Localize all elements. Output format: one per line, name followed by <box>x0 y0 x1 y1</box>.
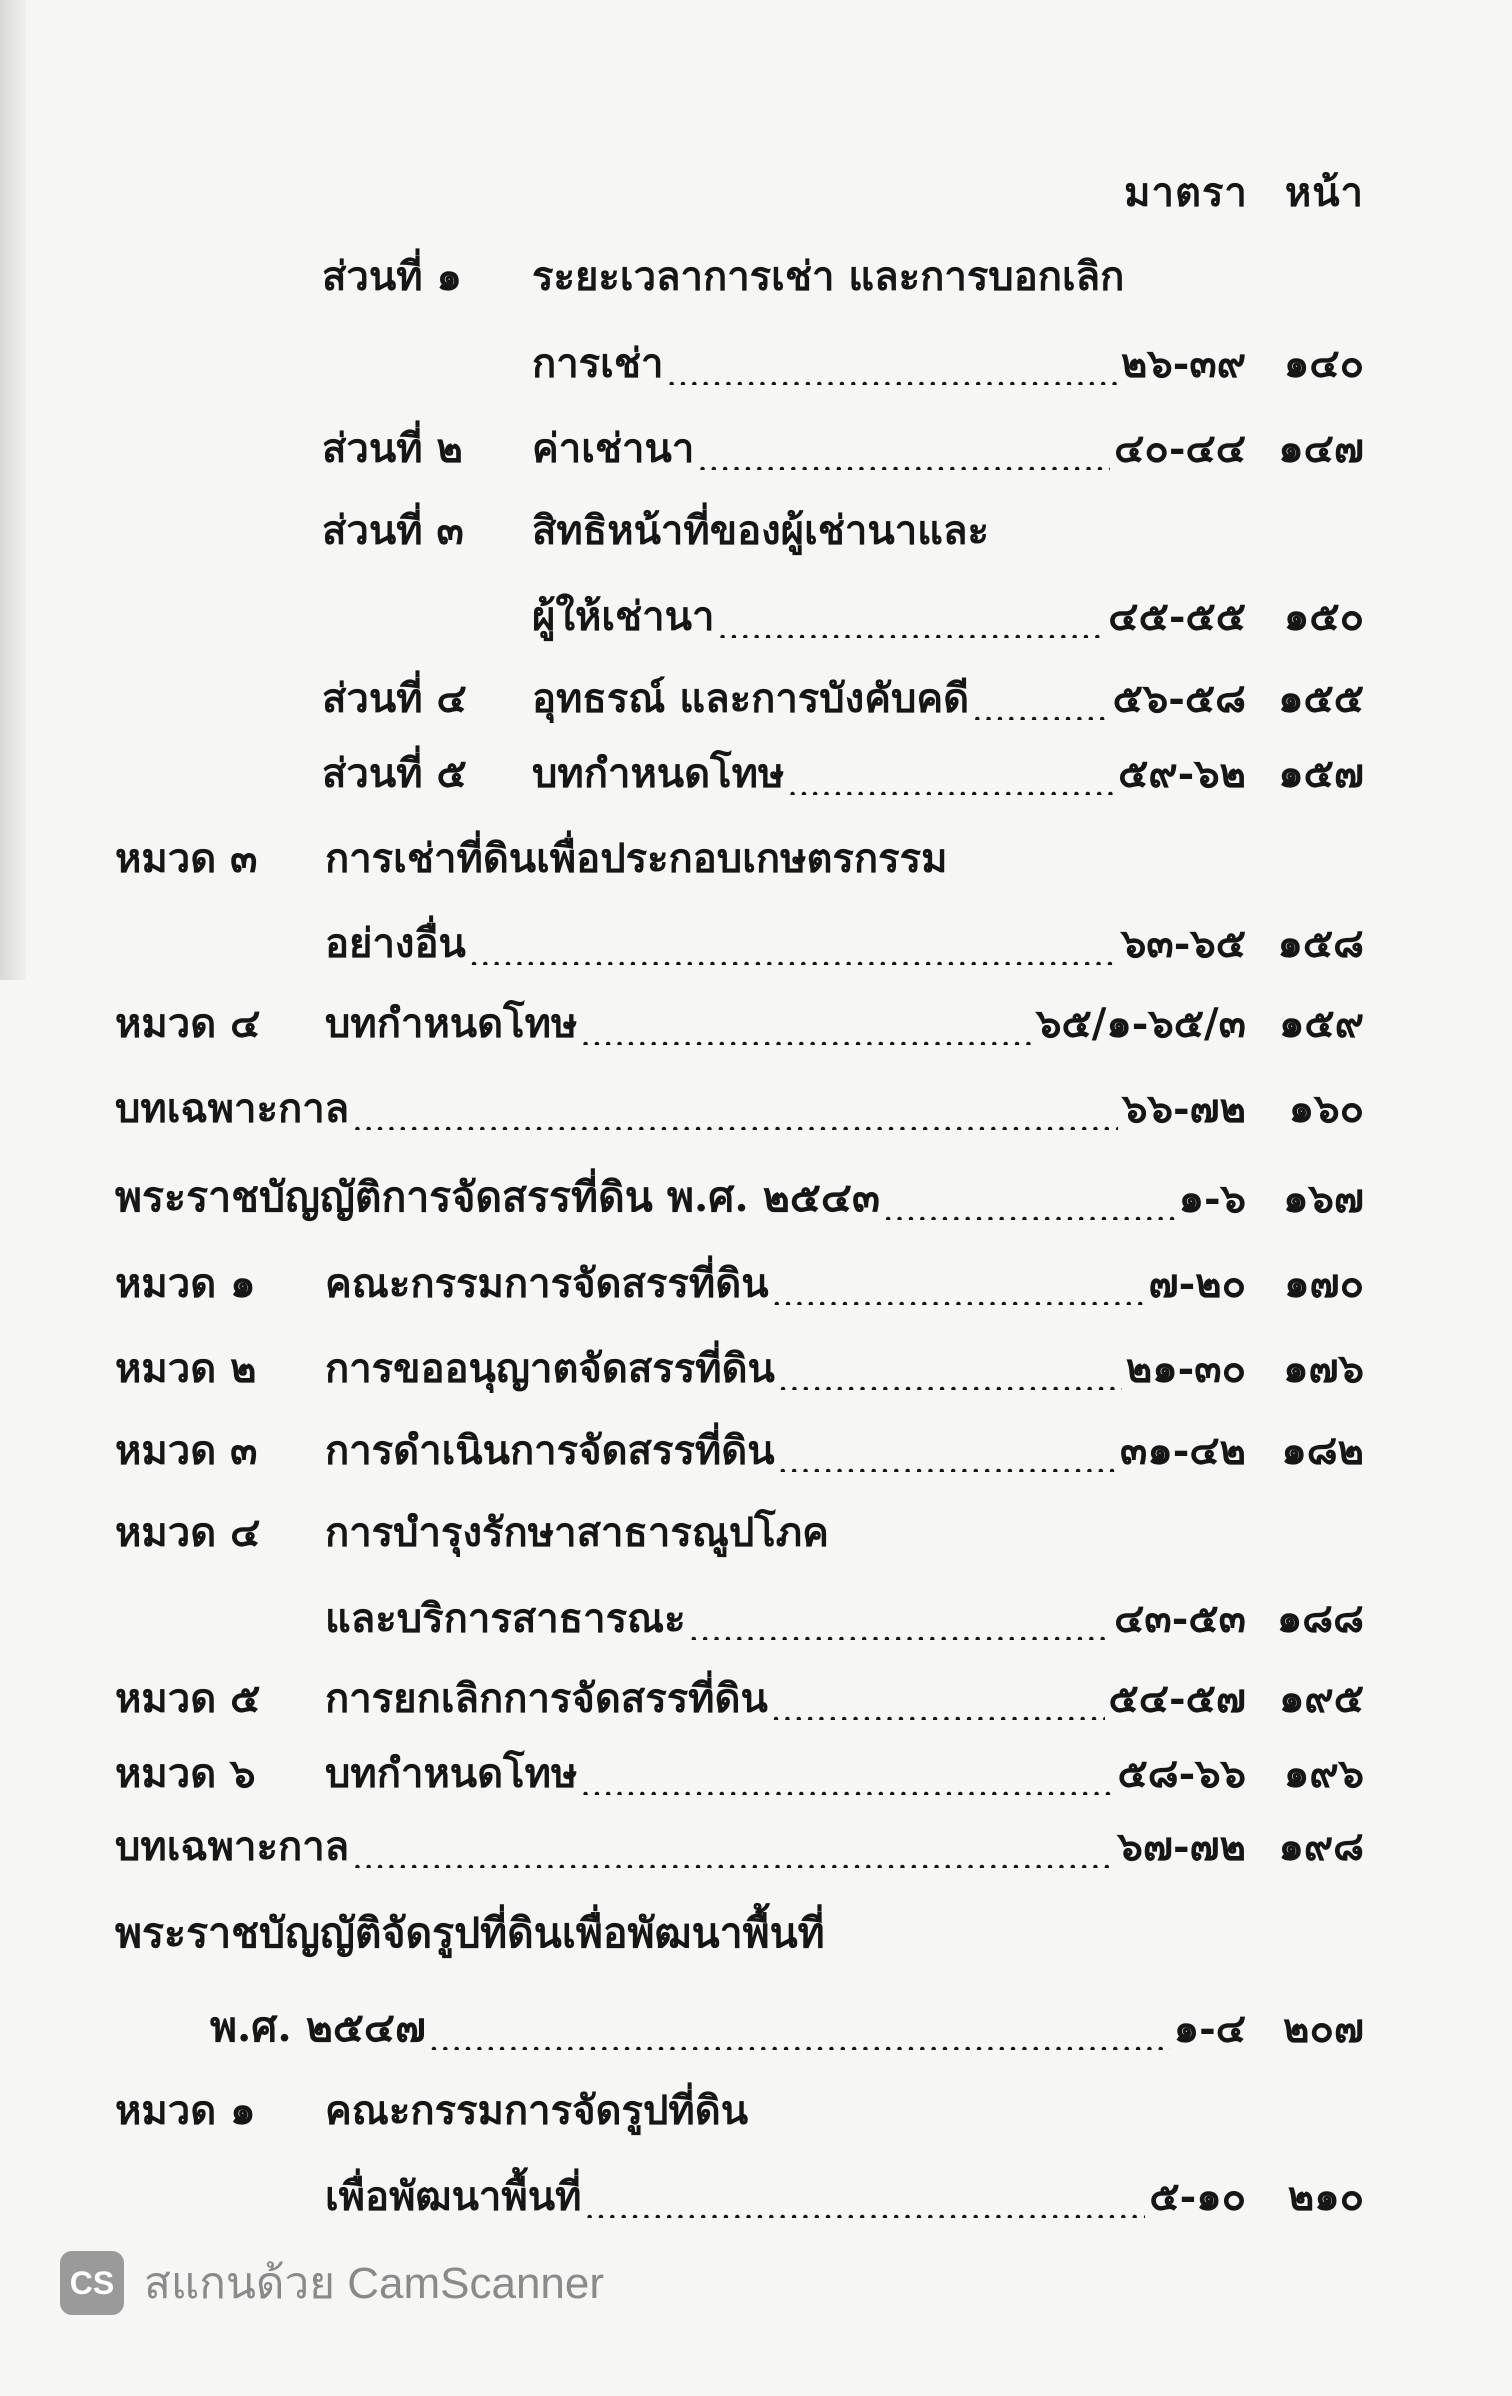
toc-entry-act <box>210 1990 1364 2060</box>
leader-dots <box>718 624 1104 638</box>
leader-dots <box>353 1116 1118 1130</box>
entry-label: ส่วนที่ ๒ <box>322 425 463 472</box>
entry-sections: ๑-๔ <box>1173 2005 1246 2052</box>
toc-entry <box>115 1245 1364 1315</box>
entry-label: หมวด ๓ <box>115 835 258 882</box>
page-column-label: หน้า <box>1284 169 1364 216</box>
toc-entry <box>532 325 1364 395</box>
entry-page: ๑๙๕ <box>1279 1675 1364 1722</box>
toc-entry <box>325 905 1364 975</box>
toc-entry-act <box>115 1160 1364 1230</box>
toc-entry-act <box>115 1896 1364 1966</box>
leader-dots <box>585 2204 1145 2218</box>
leader-dots <box>773 1291 1145 1305</box>
entry-sections: ๑-๖ <box>1178 1175 1246 1222</box>
entry-label: หมวด ๖ <box>115 1750 256 1797</box>
entry-title: บทกำหนดโทษ <box>532 750 785 797</box>
leader-dots <box>430 2036 1170 2050</box>
entry-page: ๒๐๗ <box>1283 2005 1364 2052</box>
toc-entry <box>115 1808 1364 1878</box>
entry-title: การเช่าที่ดินเพื่อประกอบเกษตรกรรม <box>325 835 948 882</box>
toc-entry <box>115 985 1364 1055</box>
entry-page: ๑๕๐ <box>1283 593 1364 640</box>
entry-title: พระราชบัญญัติการจัดสรรที่ดิน พ.ศ. ๒๕๔๓ <box>115 1173 880 1221</box>
entry-label: หมวด ๕ <box>115 1675 261 1722</box>
toc-entry <box>322 735 1364 805</box>
entry-sections: ๖๗-๗๒ <box>1117 1823 1246 1870</box>
leader-dots <box>884 1206 1175 1220</box>
entry-label: หมวด ๑ <box>115 2087 256 2134</box>
toc-entry <box>325 1580 1364 1650</box>
entry-title: และบริการสาธารณะ <box>325 1595 686 1642</box>
entry-title: การเช่า <box>532 340 664 387</box>
toc-entry <box>115 1070 1364 1140</box>
entry-sections: ๔๕-๕๕ <box>1108 593 1246 640</box>
entry-page: ๑๗๐ <box>1284 1260 1364 1307</box>
entry-title: บทกำหนดโทษ <box>325 1000 578 1047</box>
leader-dots <box>667 371 1117 385</box>
toc-entry <box>115 1330 1364 1400</box>
leader-dots <box>779 1376 1122 1390</box>
entry-title: ระยะเวลาการเช่า และการบอกเลิก <box>532 253 1125 300</box>
entry-title: พระราชบัญญัติจัดรูปที่ดินเพื่อพัฒนาพื้นที่ <box>115 1909 825 1957</box>
toc-entry <box>322 660 1364 730</box>
entry-title: การดำเนินการจัดสรรที่ดิน <box>325 1427 775 1474</box>
entry-title: คณะกรรมการจัดสรรที่ดิน <box>325 1260 769 1307</box>
page-shadow <box>0 0 26 980</box>
entry-page: ๑๙๖ <box>1283 1750 1364 1797</box>
entry-page: ๑๔๗ <box>1278 425 1364 472</box>
entry-page: ๑๖๐ <box>1288 1085 1364 1132</box>
entry-sections: ๖๓-๖๕ <box>1121 920 1246 967</box>
entry-sections: ๖๖-๗๒ <box>1122 1085 1246 1132</box>
entry-sections: ๖๕/๑-๖๕/๓ <box>1036 1000 1246 1047</box>
toc-entry <box>322 492 1364 562</box>
entry-sections: ๗-๒๐ <box>1148 1260 1246 1307</box>
leader-dots <box>470 951 1117 965</box>
entry-page: ๑๔๐ <box>1283 340 1364 387</box>
entry-label: ส่วนที่ ๔ <box>322 675 467 722</box>
column-header <box>1124 160 1364 224</box>
entry-title: การบำรุงรักษาสาธารณูปโภค <box>325 1509 829 1556</box>
entry-title: ค่าเช่านา <box>532 425 695 472</box>
entry-title: บทเฉพาะกาล <box>115 1823 350 1870</box>
entry-title: ผู้ให้เช่านา <box>532 593 715 640</box>
toc-entry <box>115 1660 1364 1730</box>
entry-label: หมวด ๓ <box>115 1427 258 1474</box>
toc-entry <box>115 1494 1364 1564</box>
leader-dots <box>353 1854 1113 1868</box>
entry-page: ๑๕๘ <box>1277 920 1364 967</box>
entry-title: คณะกรรมการจัดรูปที่ดิน <box>325 2087 749 2134</box>
camscanner-logo-icon: CS <box>60 2251 124 2315</box>
toc-entry <box>322 410 1364 480</box>
entry-sections: ๕-๑๐ <box>1149 2173 1246 2220</box>
entry-label: หมวด ๔ <box>115 1000 261 1047</box>
entry-title: บทเฉพาะกาล <box>115 1085 350 1132</box>
entry-page: ๑๕๕ <box>1278 675 1364 722</box>
scanner-watermark <box>60 2248 604 2318</box>
toc-entry <box>115 820 1364 890</box>
leader-dots <box>581 1031 1032 1045</box>
entry-page: ๑๕๗ <box>1278 750 1364 797</box>
toc-entry <box>115 1412 1364 1482</box>
entry-label: ส่วนที่ ๕ <box>322 750 467 797</box>
entry-sections: ๕๙-๖๒ <box>1118 750 1246 797</box>
leader-dots <box>698 456 1110 470</box>
entry-title: อย่างอื่น <box>325 920 466 967</box>
entry-sections: ๕๔-๕๗ <box>1108 1675 1246 1722</box>
toc-entry <box>322 238 1364 308</box>
entry-page: ๑๗๖ <box>1283 1345 1364 1392</box>
section-column-label: มาตรา <box>1124 169 1248 216</box>
entry-sections: ๔๓-๕๓ <box>1114 1595 1246 1642</box>
entry-page: ๑๘๒ <box>1281 1427 1364 1474</box>
entry-title: อุทธรณ์ และการบังคับคดี <box>532 675 970 722</box>
entry-title: พ.ศ. ๒๕๔๗ <box>210 2003 426 2051</box>
toc-entry <box>115 1735 1364 1805</box>
entry-page: ๑๙๘ <box>1278 1823 1364 1870</box>
entry-page: ๑๕๙ <box>1279 1000 1364 1047</box>
watermark-text: สแกนด้วย CamScanner <box>144 2259 605 2308</box>
entry-title: บทกำหนดโทษ <box>325 1750 578 1797</box>
entry-page: ๑๖๗ <box>1283 1175 1364 1222</box>
leader-dots <box>690 1626 1111 1640</box>
entry-page: ๒๑๐ <box>1287 2173 1364 2220</box>
leader-dots <box>788 781 1114 795</box>
entry-page: ๑๘๘ <box>1276 1595 1364 1642</box>
leader-dots <box>973 706 1109 720</box>
entry-label: หมวด ๔ <box>115 1509 261 1556</box>
entry-title: เพื่อพัฒนาพื้นที่ <box>325 2173 582 2220</box>
leader-dots <box>779 1458 1116 1472</box>
entry-label: หมวด ๒ <box>115 1345 257 1392</box>
entry-sections: ๓๑-๔๒ <box>1120 1427 1246 1474</box>
entry-sections: ๒๑-๓๐ <box>1125 1345 1246 1392</box>
entry-title: การยกเลิกการจัดสรรที่ดิน <box>325 1675 768 1722</box>
entry-label: หมวด ๑ <box>115 1260 256 1307</box>
toc-entry <box>115 2072 1364 2142</box>
entry-sections: ๕๖-๕๘ <box>1112 675 1246 722</box>
entry-label: ส่วนที่ ๑ <box>322 253 462 300</box>
entry-sections: ๔๐-๔๔ <box>1114 425 1246 472</box>
leader-dots <box>772 1706 1105 1720</box>
entry-label: ส่วนที่ ๓ <box>322 507 464 554</box>
entry-sections: ๕๘-๖๖ <box>1117 1750 1246 1797</box>
entry-sections: ๒๖-๓๙ <box>1121 340 1246 387</box>
leader-dots <box>581 1781 1113 1795</box>
toc-entry <box>532 578 1364 648</box>
entry-title: สิทธิหน้าที่ของผู้เช่านาและ <box>532 507 989 554</box>
toc-entry <box>325 2158 1364 2228</box>
entry-title: การขออนุญาตจัดสรรที่ดิน <box>325 1345 775 1392</box>
